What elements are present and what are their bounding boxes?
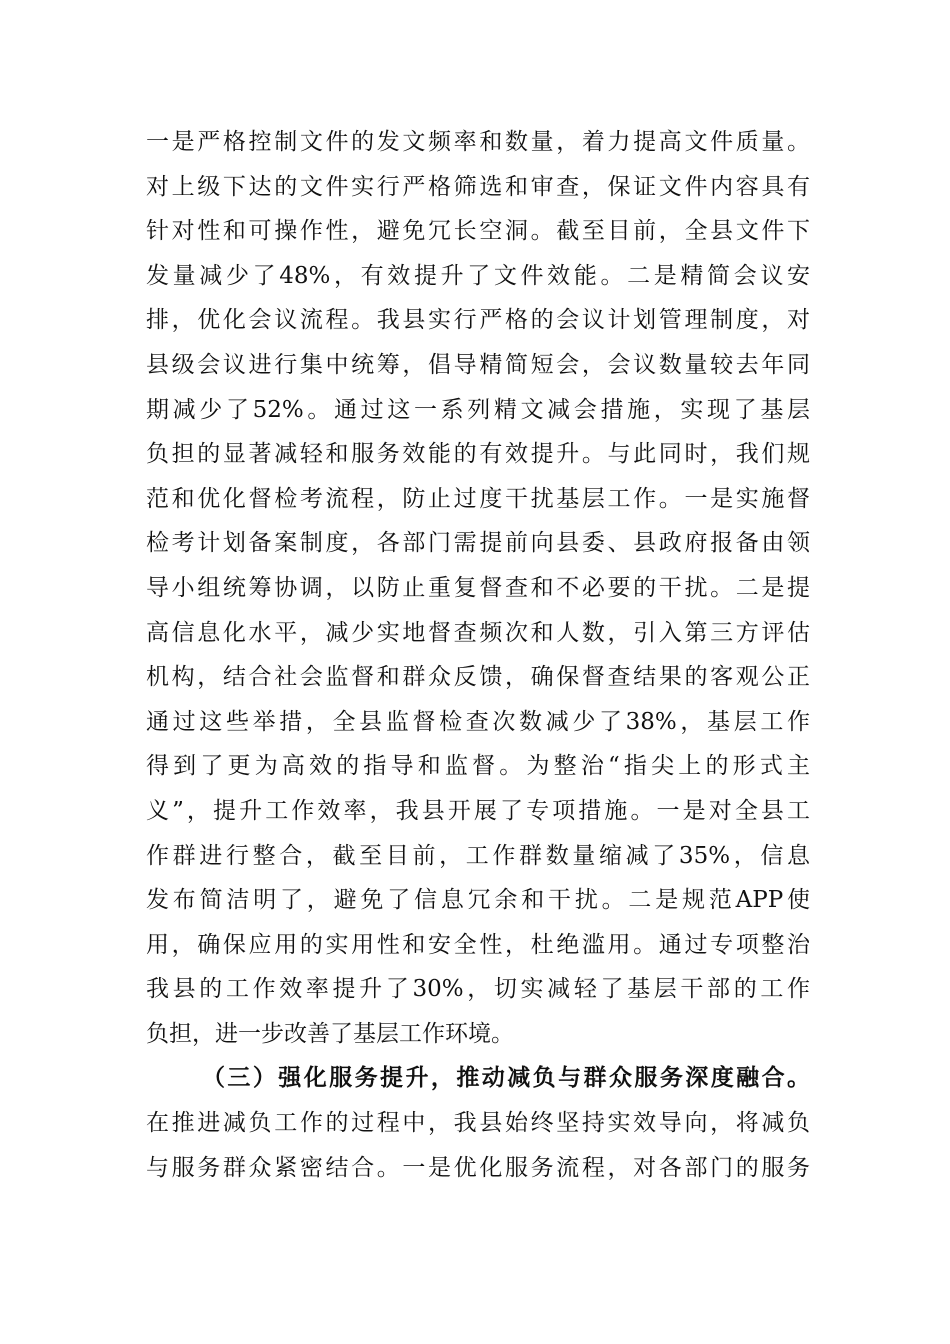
- body-line: 机构，结合社会监督和群众反馈，确保督查结果的客观公正: [146, 664, 810, 691]
- body-line: 对上级下达的文件实行严格筛选和审查，保证文件内容具有: [146, 173, 810, 200]
- body-line: 作群进行整合，截至目前，工作群数量缩减了35%，信息: [146, 842, 810, 869]
- body-line: 检考计划备案制度，各部门需提前向县委、县政府报备由领: [146, 530, 810, 557]
- body-line: 发量减少了48%，有效提升了文件效能。二是精简会议安: [146, 262, 810, 289]
- body-line: 县级会议进行集中统筹，倡导精简短会，会议数量较去年同: [146, 351, 810, 378]
- body-line: 高信息化水平，减少实地督查频次和人数，引入第三方评估: [146, 619, 810, 646]
- section-heading: （三）强化服务提升，推动减负与群众服务深度融合。: [202, 1064, 810, 1092]
- document-body: [146, 120, 810, 1190]
- body-line: 通过这些举措，全县监督检查次数减少了38%，基层工作: [146, 708, 810, 735]
- body-line: 在推进减负工作的过程中，我县始终坚持实效导向，将减负: [146, 1110, 810, 1137]
- body-line: 用，确保应用的实用性和安全性，杜绝滥用。通过专项整治: [146, 931, 810, 958]
- body-line: 期减少了52%。通过这一系列精文减会措施，实现了基层: [146, 396, 810, 423]
- body-line: 负担，进一步改善了基层工作环境。: [146, 1020, 514, 1047]
- body-line: 范和优化督检考流程，防止过度干扰基层工作。一是实施督: [146, 485, 810, 512]
- body-line: 发布简洁明了，避免了信息冗余和干扰。二是规范APP使: [146, 887, 810, 914]
- body-line: 得到了更为高效的指导和监督。为整治“指尖上的形式主: [146, 753, 810, 780]
- body-line: 我县的工作效率提升了30%，切实减轻了基层干部的工作: [146, 976, 810, 1003]
- body-line: 排，优化会议流程。我县实行严格的会议计划管理制度，对: [146, 307, 810, 334]
- body-line: 负担的显著减轻和服务效能的有效提升。与此同时，我们规: [146, 441, 810, 468]
- body-line: 与服务群众紧密结合。一是优化服务流程，对各部门的服务: [146, 1154, 810, 1181]
- body-line: 义”，提升工作效率，我县开展了专项措施。一是对全县工: [146, 797, 810, 824]
- body-line: 一是严格控制文件的发文频率和数量，着力提高文件质量。: [146, 129, 810, 155]
- body-line: 针对性和可操作性，避免冗长空洞。截至目前，全县文件下: [146, 218, 810, 245]
- body-line: 导小组统筹协调，以防止重复督查和不必要的干扰。二是提: [146, 574, 810, 601]
